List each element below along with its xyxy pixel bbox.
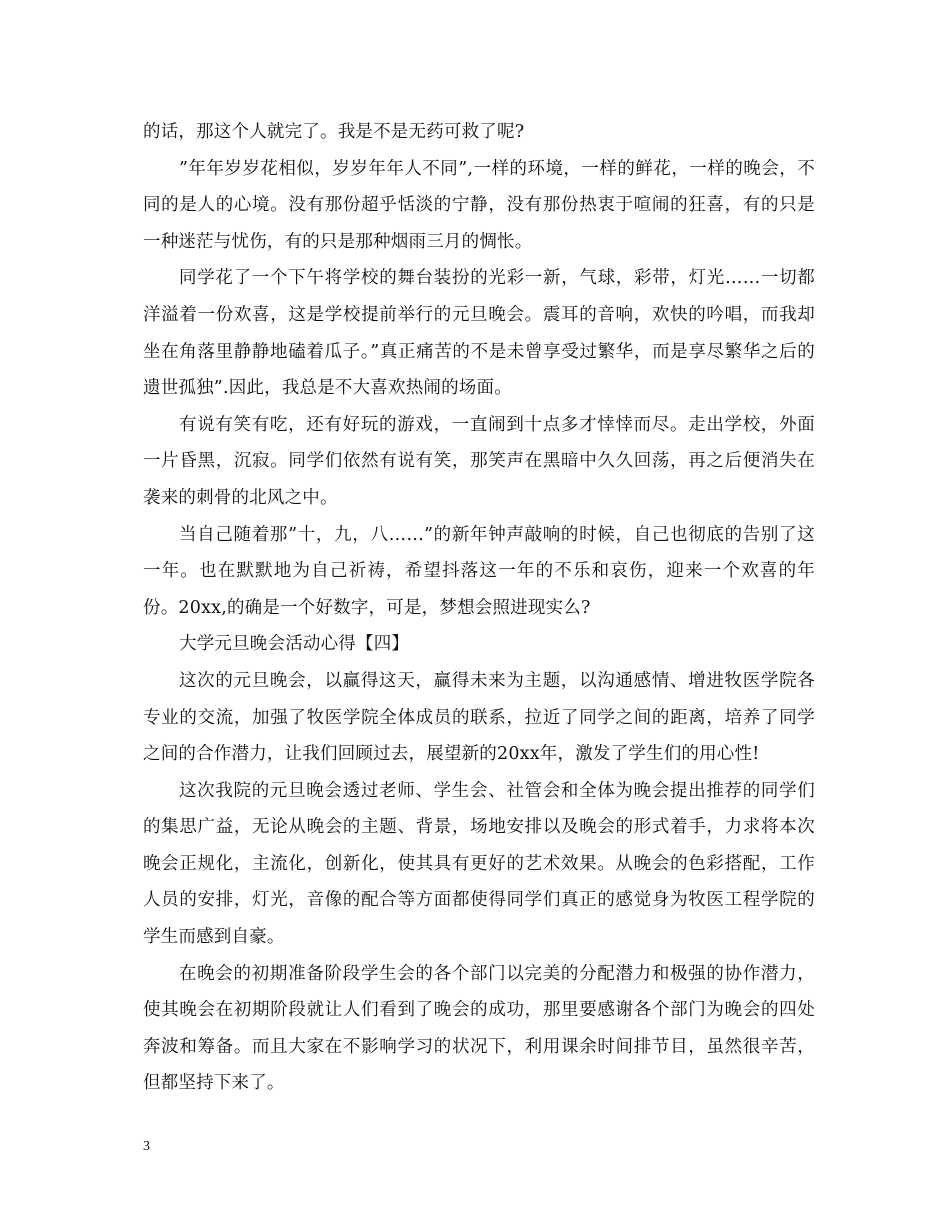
document-body: [143, 114, 815, 1102]
paragraph-gala-theme: 这次的元旦晚会，以赢得这天，赢得未来为主题，以沟通感情、增进牧医学院各专业的交流，加强了牧医学院全体成员的联系，拉近了同学之间的距离，培养了同学之间的合作潜力，让我们回顾过去，展望新的20xx年，激发了学生们的用心性!: [143, 670, 815, 765]
paragraph-preparation: 在晚会的初期准备阶段学生会的各个部门以完美的分配潜力和极强的协作潜力，使其晚会在初期阶段就让人们看到了晚会的成功，那里要感谢各个部门为晚会的四处奔波和筹备。而且大家在不影响学习的状况下，利用课余时间排节目，虽然很辛苦，但都坚持下来了。: [143, 963, 815, 1094]
paragraph-poem-quote: ”年年岁岁花相似，岁岁年年人不同”,一样的环境，一样的鲜花，一样的晚会，不同的是人的心境。没有那份超乎恬淡的宁静，没有那份热衷于喧闹的狂喜，有的只是一种迷茫与忧伤，有的只是那种烟雨三月的惆怅。: [143, 158, 815, 252]
paragraph-games-night: 有说有笑有吃，还有好玩的游戏，一直闹到十点多才悻悻而尽。走出学校，外面一片昏黑，沉寂。同学们依然有说有笑，那笑声在黑暗中久久回荡，再之后便消失在袭来的刺骨的北风之中。: [143, 414, 815, 508]
paragraph-stage-decoration: 同学花了一个下午将学校的舞台装扮的光彩一新，气球，彩带，灯光……一切都洋溢着一份欢喜，这是学校提前举行的元旦晚会。震耳的音响，欢快的吟唱，而我却坐在角落里静静地磕着瓜子。”真正痛苦的不是未曾享受过繁华，而是享尽繁华之后的遗世孤独”.因此，我总是不大喜欢热闹的场面。: [143, 268, 815, 399]
paragraph-new-year-bell: 当自己随着那”十，九，八……”的新年钟声敲响的时候，自己也彻底的告别了这一年。也在默默地为自己祈祷，希望抖落这一年的不乐和哀伤，迎来一个欢喜的年份。20xx,的确是一个好数字，可是，梦想会照进现实么?: [143, 524, 815, 618]
paragraph-continuation: 的话，那这个人就完了。我是不是无药可救了呢?: [143, 122, 525, 142]
paragraph-gala-organization: 这次我院的元旦晚会透过老师、学生会、社管会和全体为晚会提出推荐的同学们的集思广益，无论从晚会的主题、背景，场地安排以及晚会的形式着手，力求将本次晚会正规化，主流化，创新化，使其具有更好的艺术效果。从晚会的色彩搭配，工作人员的安排，灯光，音像的配合等方面都使得同学们真正的感觉身为牧医工程学院的学生而感到自豪。: [143, 780, 815, 948]
section-heading: 大学元旦晚会活动心得【四】: [179, 634, 410, 655]
page-number: 3: [143, 1139, 150, 1154]
